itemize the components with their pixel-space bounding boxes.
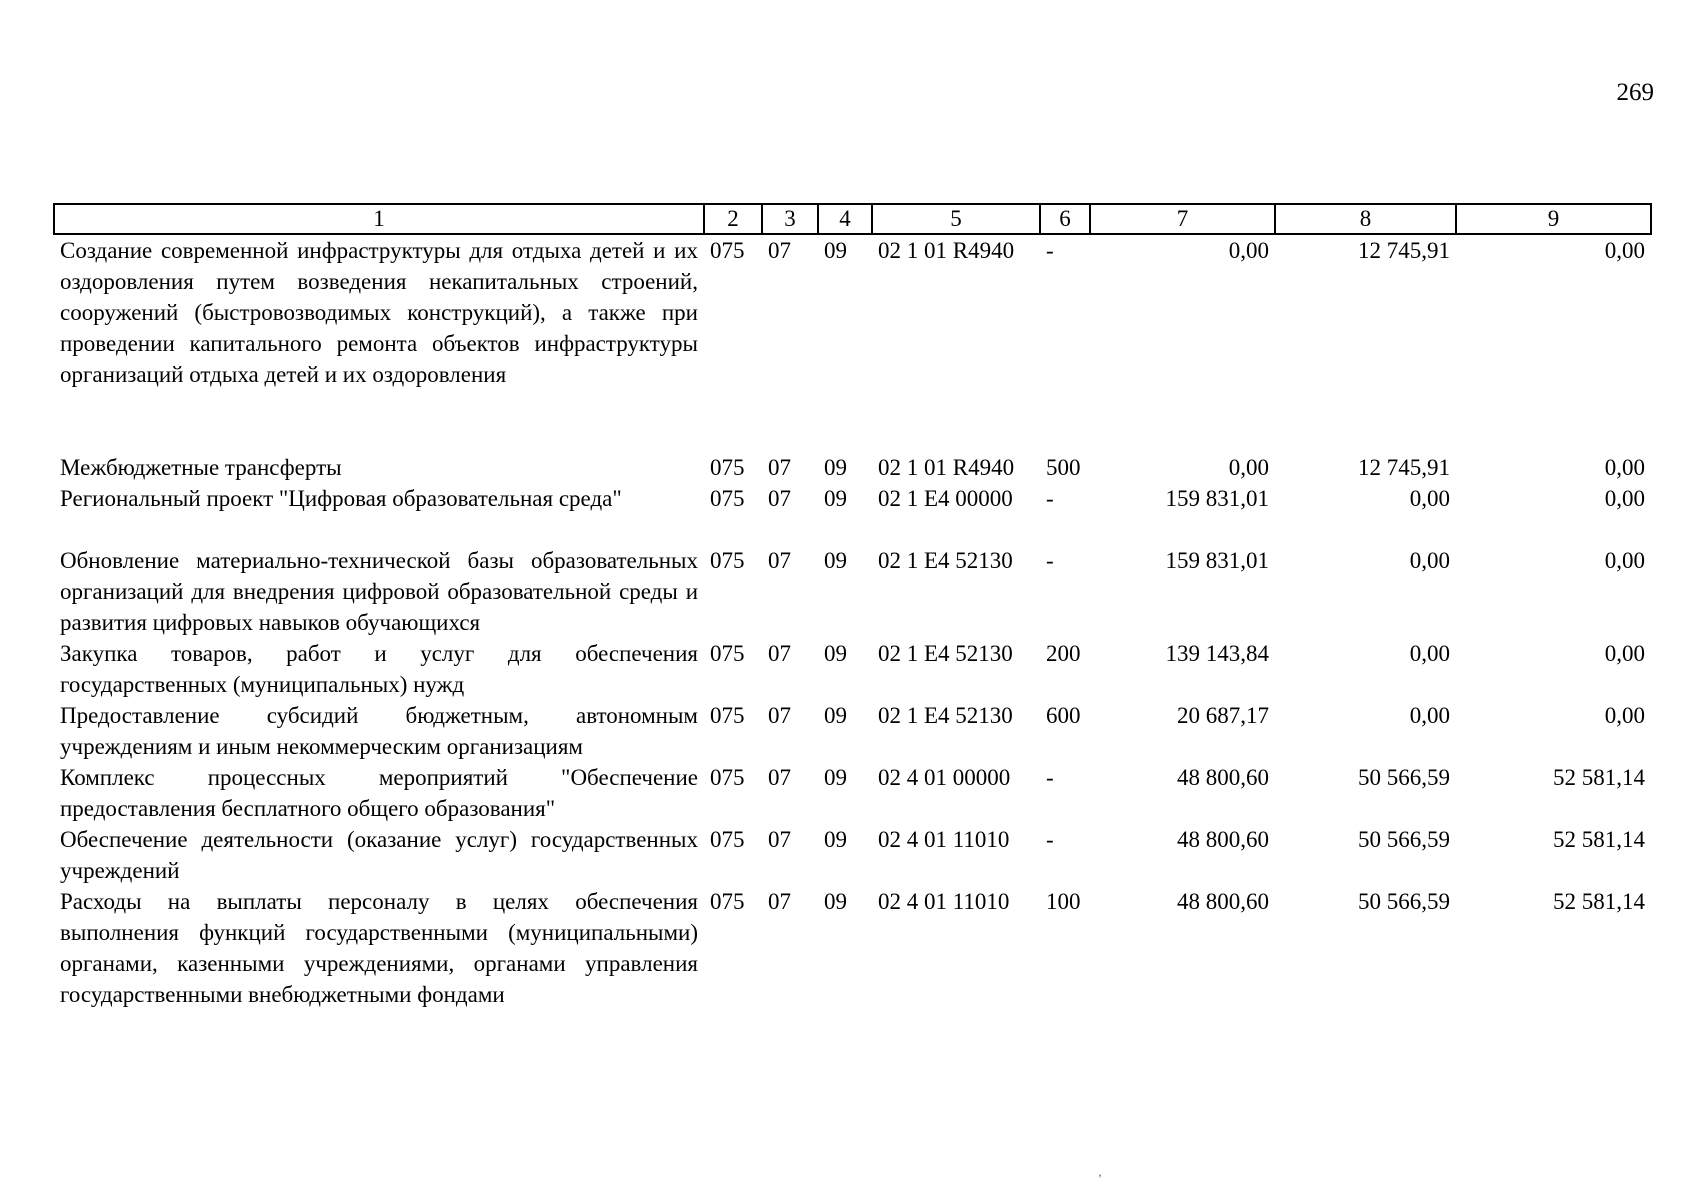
row-razdel: 07 xyxy=(768,827,791,852)
row-expense-type: 200 xyxy=(1046,641,1081,666)
table-row xyxy=(54,545,1651,638)
row-sum-2: 0,00 xyxy=(1409,486,1450,511)
row-sum-3: 0,00 xyxy=(1604,238,1645,263)
row-name: Обновление материально-технической базы образовательных организаций для внедрения цифровой образовательной среды и развития цифровых навыков обучающихся xyxy=(60,548,698,635)
table-row xyxy=(54,483,1651,545)
row-target-article: 02 1 E4 52130 xyxy=(878,548,1013,573)
row-sum-1: 20 687,17 xyxy=(1177,703,1269,728)
row-sum-3: 0,00 xyxy=(1604,455,1645,480)
row-expense-type: - xyxy=(1046,238,1054,263)
row-razdel: 07 xyxy=(768,641,791,666)
table-row xyxy=(54,638,1651,700)
table-row xyxy=(54,762,1651,824)
row-razdel: 07 xyxy=(768,238,791,263)
row-sum-1: 139 143,84 xyxy=(1165,641,1269,666)
table-row xyxy=(54,886,1651,1010)
row-name: Предоставление субсидий бюджетным, автономным учреждениям и иным некоммерческим организациям xyxy=(60,703,698,759)
row-grbs: 075 xyxy=(710,455,745,480)
row-sum-1: 159 831,01 xyxy=(1165,486,1269,511)
row-sum-3: 0,00 xyxy=(1604,703,1645,728)
row-sum-2: 50 566,59 xyxy=(1358,889,1450,914)
row-podrazdel: 09 xyxy=(824,548,847,573)
row-sum-3: 52 581,14 xyxy=(1553,889,1645,914)
row-sum-1: 48 800,60 xyxy=(1177,765,1269,790)
row-grbs: 075 xyxy=(710,486,745,511)
column-number-header xyxy=(54,204,1651,234)
row-target-article: 02 1 01 R4940 xyxy=(878,238,1015,263)
row-podrazdel: 09 xyxy=(824,641,847,666)
row-grbs: 075 xyxy=(710,765,745,790)
row-name: Закупка товаров, работ и услуг для обеспечения государственных (муниципальных) нужд xyxy=(60,641,698,697)
column-header: 1 xyxy=(54,204,704,234)
row-podrazdel: 09 xyxy=(824,486,847,511)
row-grbs: 075 xyxy=(710,548,745,573)
column-header: 2 xyxy=(704,204,762,234)
row-razdel: 07 xyxy=(768,486,791,511)
row-sum-1: 48 800,60 xyxy=(1177,889,1269,914)
row-grbs: 075 xyxy=(710,889,745,914)
row-sum-1: 0,00 xyxy=(1228,238,1269,263)
row-name: Создание современной инфраструктуры для отдыха детей и их оздоровления путем возведения некапитальных строений, сооружений (быстровозводимых конструкций), а также при проведении капитального ремонта объектов инфраструктуры организаций отдыха детей и их оздоровления xyxy=(60,238,698,387)
column-header: 8 xyxy=(1275,204,1456,234)
row-podrazdel: 09 xyxy=(824,455,847,480)
row-target-article: 02 1 E4 00000 xyxy=(878,486,1013,511)
row-target-article: 02 4 01 11010 xyxy=(878,827,1010,852)
row-podrazdel: 09 xyxy=(824,238,847,263)
budget-table xyxy=(53,203,1652,1010)
row-sum-1: 0,00 xyxy=(1228,455,1269,480)
row-name: Межбюджетные трансферты xyxy=(60,455,342,480)
row-sum-3: 52 581,14 xyxy=(1553,827,1645,852)
row-expense-type: 100 xyxy=(1046,889,1081,914)
table-row xyxy=(54,234,1651,452)
row-sum-3: 52 581,14 xyxy=(1553,765,1645,790)
row-name: Комплекс процессных мероприятий "Обеспечение предоставления бесплатного общего образования" xyxy=(60,765,698,821)
row-expense-type: - xyxy=(1046,486,1054,511)
page-number: 269 xyxy=(1616,79,1654,106)
row-sum-2: 0,00 xyxy=(1409,548,1450,573)
row-expense-type: 500 xyxy=(1046,455,1081,480)
column-header: 7 xyxy=(1090,204,1275,234)
row-grbs: 075 xyxy=(710,238,745,263)
column-header: 3 xyxy=(762,204,818,234)
scan-speck: ’ xyxy=(1098,1171,1102,1185)
row-target-article: 02 1 E4 52130 xyxy=(878,703,1013,728)
table-row xyxy=(54,700,1651,762)
row-razdel: 07 xyxy=(768,889,791,914)
row-expense-type: - xyxy=(1046,827,1054,852)
row-name: Обеспечение деятельности (оказание услуг) государственных учреждений xyxy=(60,827,698,883)
row-grbs: 075 xyxy=(710,703,745,728)
table-row xyxy=(54,452,1651,483)
row-expense-type: 600 xyxy=(1046,703,1081,728)
column-header: 5 xyxy=(872,204,1040,234)
row-sum-3: 0,00 xyxy=(1604,486,1645,511)
row-razdel: 07 xyxy=(768,455,791,480)
row-podrazdel: 09 xyxy=(824,703,847,728)
row-razdel: 07 xyxy=(768,703,791,728)
row-sum-2: 50 566,59 xyxy=(1358,765,1450,790)
row-grbs: 075 xyxy=(710,641,745,666)
row-razdel: 07 xyxy=(768,765,791,790)
row-target-article: 02 4 01 11010 xyxy=(878,889,1010,914)
row-sum-2: 0,00 xyxy=(1409,641,1450,666)
column-header: 9 xyxy=(1456,204,1651,234)
row-sum-3: 0,00 xyxy=(1604,548,1645,573)
row-razdel: 07 xyxy=(768,548,791,573)
column-header: 6 xyxy=(1040,204,1090,234)
row-sum-1: 48 800,60 xyxy=(1177,827,1269,852)
row-target-article: 02 1 01 R4940 xyxy=(878,455,1015,480)
row-podrazdel: 09 xyxy=(824,827,847,852)
row-sum-2: 12 745,91 xyxy=(1358,238,1450,263)
row-sum-2: 50 566,59 xyxy=(1358,827,1450,852)
row-grbs: 075 xyxy=(710,827,745,852)
row-name: Региональный проект "Цифровая образовательная среда" xyxy=(60,486,622,511)
row-name: Расходы на выплаты персоналу в целях обеспечения выполнения функций государственными (муниципальными) органами, казенными учреждениями, органами управления государственными внебюджетными фондами xyxy=(60,889,698,1007)
row-sum-3: 0,00 xyxy=(1604,641,1645,666)
row-expense-type: - xyxy=(1046,548,1054,573)
row-sum-2: 12 745,91 xyxy=(1358,455,1450,480)
row-podrazdel: 09 xyxy=(824,889,847,914)
row-sum-1: 159 831,01 xyxy=(1165,548,1269,573)
column-header: 4 xyxy=(818,204,872,234)
row-target-article: 02 4 01 00000 xyxy=(878,765,1011,790)
row-podrazdel: 09 xyxy=(824,765,847,790)
table-row xyxy=(54,824,1651,886)
row-sum-2: 0,00 xyxy=(1409,703,1450,728)
row-expense-type: - xyxy=(1046,765,1054,790)
row-target-article: 02 1 E4 52130 xyxy=(878,641,1013,666)
